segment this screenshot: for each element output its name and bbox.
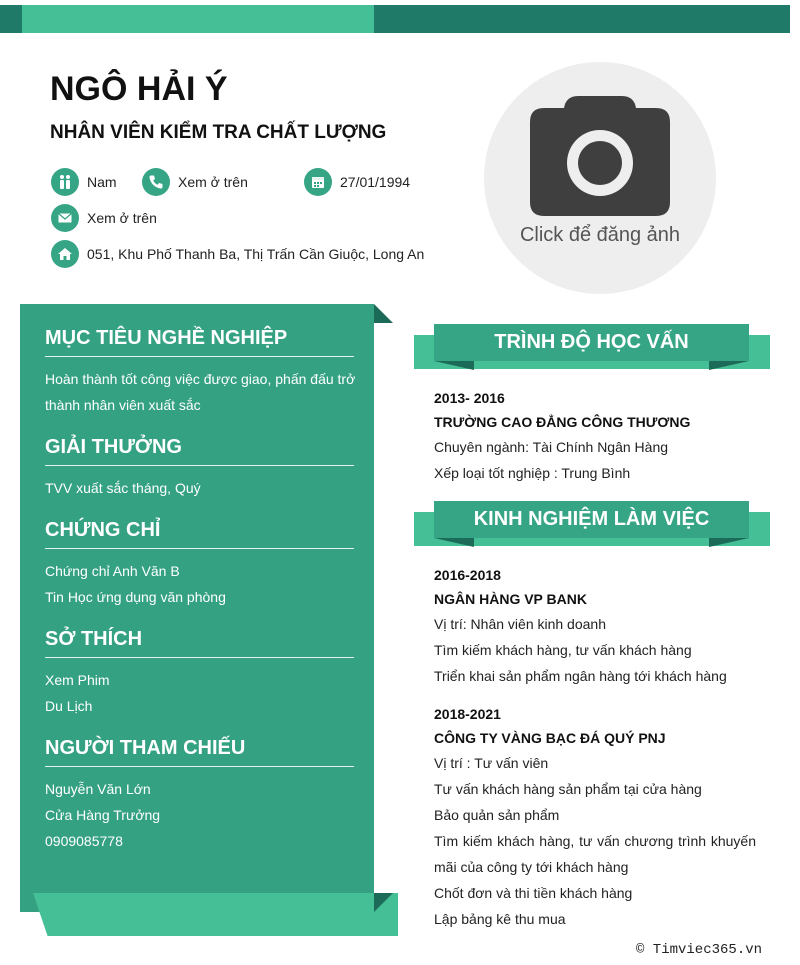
education-period: 2013- 2016 (434, 390, 505, 406)
experience-ribbon-fold (434, 538, 474, 547)
phone-value: Xem ở trên (178, 174, 248, 190)
gender-value: Nam (87, 174, 117, 190)
job-period: 2016-2018 (434, 567, 501, 583)
sidebar-fold-top (374, 304, 393, 323)
birthday-value: 27/01/1994 (340, 174, 411, 190)
hobby-item: Xem Phim (45, 672, 110, 688)
job-detail: Bảo quản sản phẩm (434, 807, 560, 823)
awards-title: GIẢI THƯỞNG (45, 436, 354, 466)
job-detail: Lập bảng kê thu mua (434, 911, 566, 927)
experience-ribbon-fold (709, 538, 749, 547)
job-period: 2018-2021 (434, 706, 501, 722)
calendar-icon (304, 168, 332, 196)
address-info (51, 240, 424, 268)
job-detail: Tìm kiếm khách hàng, tư vấn chương trình khuyến (434, 833, 756, 849)
education-school: TRƯỜNG CAO ĐẲNG CÔNG THƯƠNG (434, 414, 691, 430)
hobbies-title: SỞ THÍCH (45, 628, 354, 658)
education-ribbon-fold (709, 361, 749, 370)
objective-line: Hoàn thành tốt công việc được giao, phấn đấu trở (45, 371, 356, 387)
top-bar-accent (22, 5, 374, 33)
certificate-item: Tin Học ứng dụng văn phòng (45, 589, 226, 605)
award-item: TVV xuất sắc tháng, Quý (45, 480, 201, 496)
job-detail: Triển khai sản phẩm ngân hàng tới khách hàng (434, 668, 727, 684)
email-icon (51, 204, 79, 232)
home-icon (51, 240, 79, 268)
candidate-name: NGÔ HẢI Ý (50, 70, 228, 108)
address-value: 051, Khu Phố Thanh Ba, Thị Trấn Cần Giuộc, Long An (87, 246, 425, 262)
hobby-item: Du Lịch (45, 698, 93, 714)
camera-icon (530, 96, 670, 218)
education-ribbon-fold (434, 361, 474, 370)
education-title: TRÌNH ĐỘ HỌC VẤN (434, 324, 749, 361)
job-detail: Chốt đơn và thi tiền khách hàng (434, 885, 633, 901)
job-detail: Vị trí: Nhân viên kinh doanh (434, 616, 606, 632)
email-value: Xem ở trên (87, 210, 157, 226)
job-title: NHÂN VIÊN KIỂM TRA CHẤT LƯỢNG (50, 122, 387, 143)
objective-line: thành nhân viên xuất sắc (45, 397, 201, 413)
gender-info (51, 168, 117, 196)
job-company: NGÂN HÀNG VP BANK (434, 591, 587, 607)
watermark: © Timviec365.vn (636, 942, 763, 958)
references-title: NGƯỜI THAM CHIẾU (45, 737, 354, 767)
education-detail: Chuyên ngành: Tài Chính Ngân Hàng (434, 439, 669, 455)
photo-caption: Click để đăng ảnh (519, 224, 681, 246)
email-info (51, 204, 157, 232)
reference-item: Cửa Hàng Trưởng (45, 807, 161, 823)
certificate-item: Chứng chỉ Anh Văn B (45, 563, 180, 579)
job-company: CÔNG TY VÀNG BẠC ĐÁ QUÝ PNJ (434, 730, 666, 746)
photo-upload[interactable] (484, 62, 716, 294)
phone-icon (142, 168, 170, 196)
job-detail: Vị trí : Tư vấn viên (434, 755, 549, 771)
certificates-title: CHỨNG CHỈ (45, 519, 354, 549)
job-detail: Tư vấn khách hàng sản phẩm tại cửa hàng (434, 781, 702, 797)
reference-item: 0909085778 (45, 833, 123, 849)
education-detail: Xếp loại tốt nghiệp : Trung Bình (434, 465, 631, 481)
objective-title: MỤC TIÊU NGHỀ NGHIỆP (45, 327, 354, 357)
reference-item: Nguyễn Văn Lớn (45, 781, 151, 797)
birthday-info (304, 168, 410, 196)
job-detail: Tìm kiếm khách hàng, tư vấn khách hàng (434, 642, 692, 658)
sidebar-fold-bottom (374, 893, 393, 912)
phone-info (142, 168, 248, 196)
gender-icon (51, 168, 79, 196)
job-detail: mãi của công ty tới khách hàng (434, 859, 629, 875)
sidebar-bottom-ribbon (33, 893, 398, 936)
experience-title: KINH NGHIỆM LÀM VIỆC (434, 501, 749, 538)
